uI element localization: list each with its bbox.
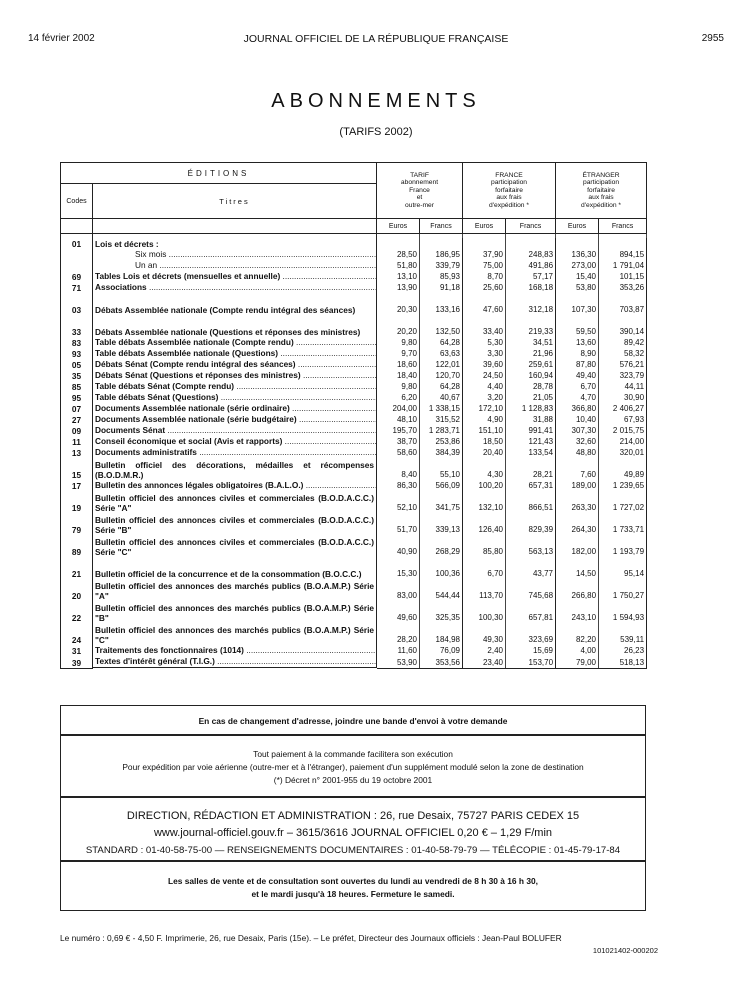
table-row: [61, 513, 647, 535]
francs-value: 339,13: [420, 513, 463, 535]
row-code: 35: [61, 370, 93, 381]
francs-value: 95,14: [599, 557, 647, 579]
row-code: 22: [61, 601, 93, 623]
francs-value: 30,90: [599, 392, 647, 403]
francs-value: 323,79: [599, 370, 647, 381]
row-code: 71: [61, 282, 93, 293]
euros-value: 3,30: [463, 348, 506, 359]
row-code: 17: [61, 480, 93, 491]
euros-value: 263,30: [556, 491, 599, 513]
francs-value: 657,81: [506, 601, 556, 623]
sales-hours: [60, 861, 646, 911]
francs-value: [420, 238, 463, 249]
row-code: [61, 260, 93, 271]
table-row: [61, 370, 647, 381]
euros-value: 5,30: [463, 337, 506, 348]
row-code: [61, 249, 93, 260]
francs-value: 219,33: [506, 315, 556, 337]
row-code: 15: [61, 458, 93, 480]
francs-value: 248,83: [506, 249, 556, 260]
table-row: [61, 458, 647, 480]
euros-value: 6,20: [377, 392, 420, 403]
francs-value: 184,98: [420, 623, 463, 645]
payment-notice-line: Tout paiement à la commande facilitera son exécution: [253, 749, 453, 759]
euros-value: 48,10: [377, 414, 420, 425]
euros-value: 204,00: [377, 403, 420, 414]
euros-value: 52,10: [377, 491, 420, 513]
euros-value: 4,90: [463, 414, 506, 425]
table-row: [61, 249, 647, 260]
euros-value: 126,40: [463, 513, 506, 535]
row-code: 79: [61, 513, 93, 535]
euros-value: 86,30: [377, 480, 420, 491]
row-title: Bulletin officiel des décorations, médailles et récompenses (B.O.D.M.R.): [93, 458, 377, 480]
table-row: [61, 282, 647, 293]
francs-value: 67,93: [599, 414, 647, 425]
euros-value: 8,40: [377, 458, 420, 480]
row-code: 09: [61, 425, 93, 436]
francs-header: Francs: [599, 219, 647, 234]
francs-value: 21,96: [506, 348, 556, 359]
francs-value: 1 791,04: [599, 260, 647, 271]
francs-value: 384,39: [420, 447, 463, 458]
euros-value: 53,80: [556, 282, 599, 293]
euros-value: 51,70: [377, 513, 420, 535]
francs-value: 186,95: [420, 249, 463, 260]
row-title: Un an .....: [93, 260, 377, 271]
table-row: [61, 359, 647, 370]
francs-value: 2 406,27: [599, 403, 647, 414]
francs-value: 121,43: [506, 436, 556, 447]
row-code: 24: [61, 623, 93, 645]
row-title: Table débats Assemblée nationale (Questions) .....: [93, 348, 377, 359]
row-title: Traitements des fonctionnaires (1014) .....: [93, 645, 377, 656]
euros-value: 47,60: [463, 293, 506, 315]
francs-value: 26,23: [599, 645, 647, 656]
francs-value: 15,69: [506, 645, 556, 656]
francs-value: 28,78: [506, 381, 556, 392]
francs-header: Francs: [506, 219, 556, 234]
euros-value: 3,20: [463, 392, 506, 403]
francs-value: 89,42: [599, 337, 647, 348]
francs-value: 312,18: [506, 293, 556, 315]
row-code: 85: [61, 381, 93, 392]
euros-value: 172,10: [463, 403, 506, 414]
euros-value: 189,00: [556, 480, 599, 491]
row-title: Associations .....: [93, 282, 377, 293]
row-code: 33: [61, 315, 93, 337]
francs-value: 323,69: [506, 623, 556, 645]
table-row: [61, 337, 647, 348]
row-title: Bulletin officiel de la concurrence et de la consommation (B.O.C.C.): [93, 557, 377, 579]
francs-value: 122,01: [420, 359, 463, 370]
row-title: Tables Lois et décrets (mensuelles et annuelle) .....: [93, 271, 377, 282]
euros-value: 39,60: [463, 359, 506, 370]
euros-value: 10,40: [556, 414, 599, 425]
france-column-header: FRANCE participation forfaitaire aux frais d'expédition *: [463, 163, 556, 219]
francs-value: 991,41: [506, 425, 556, 436]
francs-value: 353,26: [599, 282, 647, 293]
row-title: Débats Sénat (Compte rendu intégral des séances) .....: [93, 359, 377, 370]
euros-value: 87,80: [556, 359, 599, 370]
francs-value: 44,11: [599, 381, 647, 392]
francs-value: 58,32: [599, 348, 647, 359]
euros-value: 132,10: [463, 491, 506, 513]
francs-value: 703,87: [599, 293, 647, 315]
euros-value: 37,90: [463, 249, 506, 260]
francs-value: 315,52: [420, 414, 463, 425]
row-code: 01: [61, 238, 93, 249]
francs-value: 55,10: [420, 458, 463, 480]
euros-value: 83,00: [377, 579, 420, 601]
euros-value: 136,30: [556, 249, 599, 260]
address-change-notice: En cas de changement d'adresse, joindre une bande d'envoi à votre demande: [60, 705, 646, 735]
francs-value: 544,44: [420, 579, 463, 601]
table-row: [61, 315, 647, 337]
table-row: [61, 601, 647, 623]
euros-value: 59,50: [556, 315, 599, 337]
euros-value: 4,00: [556, 645, 599, 656]
francs-value: 491,86: [506, 260, 556, 271]
table-row: [61, 260, 647, 271]
francs-value: 253,86: [420, 436, 463, 447]
francs-value: 1 338,15: [420, 403, 463, 414]
editions-header: ÉDITIONS: [61, 163, 377, 184]
table-row: [61, 656, 647, 668]
table-row: [61, 271, 647, 282]
euros-value: 13,60: [556, 337, 599, 348]
table-row: [61, 293, 647, 315]
euros-value: 100,30: [463, 601, 506, 623]
header-journal-title: JOURNAL OFFICIEL DE LA RÉPUBLIQUE FRANÇAISE: [243, 33, 509, 45]
table-row: [61, 623, 647, 645]
row-code: 07: [61, 403, 93, 414]
euros-value: 24,50: [463, 370, 506, 381]
francs-value: 1 128,83: [506, 403, 556, 414]
euros-value: 8,90: [556, 348, 599, 359]
euros-value: 18,60: [377, 359, 420, 370]
row-title: Lois et décrets :: [93, 238, 377, 249]
euros-header: Euros: [463, 219, 506, 234]
euros-value: 14,50: [556, 557, 599, 579]
row-title: Bulletin officiel des annonces des marchés publics (B.O.A.M.P.) Série "A": [93, 579, 377, 601]
euros-value: 20,40: [463, 447, 506, 458]
euros-value: 7,60: [556, 458, 599, 480]
row-code: 95: [61, 392, 93, 403]
euros-value: 40,90: [377, 535, 420, 557]
euros-value: 6,70: [556, 381, 599, 392]
francs-value: 28,21: [506, 458, 556, 480]
euros-value: 182,00: [556, 535, 599, 557]
row-title: Textes d'intérêt général (T.I.G.) .....: [93, 656, 377, 668]
sales-hours-line: Les salles de vente et de consultation sont ouvertes du lundi au vendredi de 8 h 30 à 16 h 30,: [167, 876, 538, 886]
euros-value: 32,60: [556, 436, 599, 447]
francs-value: 91,18: [420, 282, 463, 293]
row-title: Six mois .....: [93, 249, 377, 260]
row-title: Conseil économique et social (Avis et rapports) .....: [93, 436, 377, 447]
row-title: Bulletin officiel des annonces civiles et commerciales (B.O.D.A.C.C.) Série "C": [93, 535, 377, 557]
francs-value: 1 733,71: [599, 513, 647, 535]
row-title: Bulletin officiel des annonces des marchés publics (B.O.A.M.P.) Série "B": [93, 601, 377, 623]
euros-value: 264,30: [556, 513, 599, 535]
row-code: 93: [61, 348, 93, 359]
page-subtitle: (TARIFS 2002): [339, 126, 413, 138]
etranger-column-header: ÉTRANGER participation forfaitaire aux frais d'expédition *: [556, 163, 647, 219]
euros-value: 366,80: [556, 403, 599, 414]
table-row: [61, 392, 647, 403]
euros-value: 51,80: [377, 260, 420, 271]
francs-value: 1 594,93: [599, 601, 647, 623]
row-code: 83: [61, 337, 93, 348]
payment-notice: [60, 735, 646, 797]
francs-value: 57,17: [506, 271, 556, 282]
francs-value: 34,51: [506, 337, 556, 348]
table-row: [61, 238, 647, 249]
francs-value: 160,94: [506, 370, 556, 381]
francs-value: 518,13: [599, 656, 647, 668]
row-title: Table débats Assemblée nationale (Compte rendu) .....: [93, 337, 377, 348]
francs-value: 43,77: [506, 557, 556, 579]
francs-value: 49,89: [599, 458, 647, 480]
row-code: 69: [61, 271, 93, 282]
francs-value: 390,14: [599, 315, 647, 337]
euros-value: 49,40: [556, 370, 599, 381]
euros-value: 243,10: [556, 601, 599, 623]
row-code: 03: [61, 293, 93, 315]
footer-reference: 101021402-000202: [592, 946, 658, 955]
euros-value: 48,80: [556, 447, 599, 458]
table-row: [61, 414, 647, 425]
table-row: [61, 381, 647, 392]
francs-value: 325,35: [420, 601, 463, 623]
euros-value: 28,20: [377, 623, 420, 645]
decree-note: (*) Décret n° 2001-955 du 19 octobre 2001: [273, 775, 433, 785]
francs-value: 657,31: [506, 480, 556, 491]
francs-value: 353,56: [420, 656, 463, 668]
table-row: [61, 403, 647, 414]
row-code: 27: [61, 414, 93, 425]
euros-value: 9,80: [377, 381, 420, 392]
francs-value: 894,15: [599, 249, 647, 260]
francs-value: [599, 238, 647, 249]
table-row: [61, 425, 647, 436]
francs-value: 268,29: [420, 535, 463, 557]
direction-phones: STANDARD : 01-40-58-75-00 — RENSEIGNEMENTS DOCUMENTAIRES : 01-40-58-79-79 — TÉLÉCOPIE : 01-45-79-17-84: [85, 845, 621, 856]
francs-value: 85,93: [420, 271, 463, 282]
euros-value: 38,70: [377, 436, 420, 447]
euros-value: 100,20: [463, 480, 506, 491]
euros-value: 8,70: [463, 271, 506, 282]
francs-value: 341,75: [420, 491, 463, 513]
row-title: Documents Assemblée nationale (série budgétaire) .....: [93, 414, 377, 425]
row-code: 89: [61, 535, 93, 557]
euros-value: 9,80: [377, 337, 420, 348]
row-title: Bulletin officiel des annonces des marchés publics (B.O.A.M.P.) Série "C": [93, 623, 377, 645]
euros-value: 273,00: [556, 260, 599, 271]
euros-value: 195,70: [377, 425, 420, 436]
euros-value: 9,70: [377, 348, 420, 359]
row-title: Bulletin officiel des annonces civiles et commerciales (B.O.D.A.C.C.) Série "A": [93, 491, 377, 513]
francs-value: 76,09: [420, 645, 463, 656]
row-code: 19: [61, 491, 93, 513]
table-row: [61, 579, 647, 601]
francs-value: 259,61: [506, 359, 556, 370]
euros-value: 2,40: [463, 645, 506, 656]
direction-web: www.journal-officiel.gouv.fr – 3615/3616 JOURNAL OFFICIEL 0,20 € – 1,29 F/min: [153, 827, 553, 839]
row-title: Table débats Sénat (Compte rendu) .....: [93, 381, 377, 392]
francs-value: 320,01: [599, 447, 647, 458]
footer-imprint: Le numéro : 0,69 € - 4,50 F. Imprimerie, 26, rue Desaix, Paris (15e). – Le préfet, Directeur des Journaux officiels : Jean-Paul BOLUFER: [60, 933, 562, 943]
francs-value: 64,28: [420, 381, 463, 392]
row-title: Débats Assemblée nationale (Questions et réponses des ministres): [93, 315, 377, 337]
payment-notice-line: Pour expédition par voie aérienne (outre-mer et à l'étranger), paiement d'un supplément modulé selon la zone de destination: [122, 762, 584, 772]
euros-value: 23,40: [463, 656, 506, 668]
tarif-column-header: TARIF abonnement France et outre-mer: [377, 163, 463, 219]
francs-value: 100,36: [420, 557, 463, 579]
euros-value: 20,30: [377, 293, 420, 315]
francs-value: 566,09: [420, 480, 463, 491]
euros-value: 13,10: [377, 271, 420, 282]
sales-hours-line: et le mardi jusqu'à 18 heures. Fermeture le samedi.: [251, 889, 455, 899]
euros-value: 107,30: [556, 293, 599, 315]
euros-value: 28,50: [377, 249, 420, 260]
francs-value: 64,28: [420, 337, 463, 348]
francs-value: 31,88: [506, 414, 556, 425]
page-header: [28, 33, 724, 47]
francs-value: 214,00: [599, 436, 647, 447]
francs-value: 120,70: [420, 370, 463, 381]
row-title: Documents Assemblée nationale (série ordinaire) .....: [93, 403, 377, 414]
francs-value: 101,15: [599, 271, 647, 282]
francs-value: 1 193,79: [599, 535, 647, 557]
direction-address: DIRECTION, RÉDACTION ET ADMINISTRATION : 26, rue Desaix, 75727 PARIS CEDEX 15: [126, 810, 580, 822]
row-code: 21: [61, 557, 93, 579]
euros-value: 4,70: [556, 392, 599, 403]
francs-value: 133,54: [506, 447, 556, 458]
francs-value: 563,13: [506, 535, 556, 557]
table-row: [61, 348, 647, 359]
titres-header: Titres: [93, 184, 377, 219]
euros-value: 4,40: [463, 381, 506, 392]
euros-value: 82,20: [556, 623, 599, 645]
row-code: 11: [61, 436, 93, 447]
row-title: Débats Assemblée nationale (Compte rendu intégral des séances): [93, 293, 377, 315]
francs-value: 866,51: [506, 491, 556, 513]
euros-value: 18,50: [463, 436, 506, 447]
euros-value: 58,60: [377, 447, 420, 458]
euros-value: 13,90: [377, 282, 420, 293]
francs-value: [506, 238, 556, 249]
row-title: Bulletin officiel des annonces civiles et commerciales (B.O.D.A.C.C.) Série "B": [93, 513, 377, 535]
row-code: 05: [61, 359, 93, 370]
euros-value: 75,00: [463, 260, 506, 271]
francs-value: 153,70: [506, 656, 556, 668]
euros-header: Euros: [377, 219, 420, 234]
euros-value: 151,10: [463, 425, 506, 436]
francs-value: 40,67: [420, 392, 463, 403]
francs-value: 168,18: [506, 282, 556, 293]
codes-header: Codes: [61, 184, 93, 219]
euros-value: 4,30: [463, 458, 506, 480]
francs-value: 1 239,65: [599, 480, 647, 491]
page-title: ABONNEMENTS: [271, 90, 481, 112]
euros-value: [377, 238, 420, 249]
euros-value: 20,20: [377, 315, 420, 337]
euros-header: Euros: [556, 219, 599, 234]
euros-value: 85,80: [463, 535, 506, 557]
francs-value: 133,16: [420, 293, 463, 315]
francs-value: 1 750,27: [599, 579, 647, 601]
table-row: [61, 436, 647, 447]
francs-value: 539,11: [599, 623, 647, 645]
euros-value: 25,60: [463, 282, 506, 293]
direction-block: [60, 797, 646, 861]
euros-value: 15,30: [377, 557, 420, 579]
francs-value: 829,39: [506, 513, 556, 535]
header-page-number: 2955: [701, 33, 724, 44]
euros-value: 18,40: [377, 370, 420, 381]
row-title: Bulletin des annonces légales obligatoires (B.A.L.O.) .....: [93, 480, 377, 491]
table-row: [61, 557, 647, 579]
euros-value: 53,90: [377, 656, 420, 668]
tariff-table: [60, 162, 647, 669]
euros-value: 49,60: [377, 601, 420, 623]
row-title: Documents administratifs .....: [93, 447, 377, 458]
francs-header: Francs: [420, 219, 463, 234]
francs-value: 21,05: [506, 392, 556, 403]
francs-value: 1 283,71: [420, 425, 463, 436]
francs-value: 1 727,02: [599, 491, 647, 513]
euros-value: 11,60: [377, 645, 420, 656]
francs-value: 63,63: [420, 348, 463, 359]
row-code: 20: [61, 579, 93, 601]
euros-value: 49,30: [463, 623, 506, 645]
euros-value: 307,30: [556, 425, 599, 436]
francs-value: 339,79: [420, 260, 463, 271]
euros-value: 266,80: [556, 579, 599, 601]
row-title: Débats Sénat (Questions et réponses des ministres) .....: [93, 370, 377, 381]
row-code: 39: [61, 656, 93, 668]
row-code: 31: [61, 645, 93, 656]
euros-value: 6,70: [463, 557, 506, 579]
table-row: [61, 491, 647, 513]
table-row: [61, 480, 647, 491]
euros-value: [463, 238, 506, 249]
row-code: 13: [61, 447, 93, 458]
euros-value: 15,40: [556, 271, 599, 282]
table-row: [61, 535, 647, 557]
row-title: Documents Sénat .....: [93, 425, 377, 436]
euros-value: 113,70: [463, 579, 506, 601]
euros-value: 33,40: [463, 315, 506, 337]
euros-value: [556, 238, 599, 249]
euros-value: 79,00: [556, 656, 599, 668]
header-date: 14 février 2002: [28, 33, 95, 44]
table-row: [61, 447, 647, 458]
francs-value: 2 015,75: [599, 425, 647, 436]
francs-value: 745,68: [506, 579, 556, 601]
francs-value: 576,21: [599, 359, 647, 370]
francs-value: 132,50: [420, 315, 463, 337]
table-row: [61, 645, 647, 656]
row-title: Table débats Sénat (Questions) .....: [93, 392, 377, 403]
